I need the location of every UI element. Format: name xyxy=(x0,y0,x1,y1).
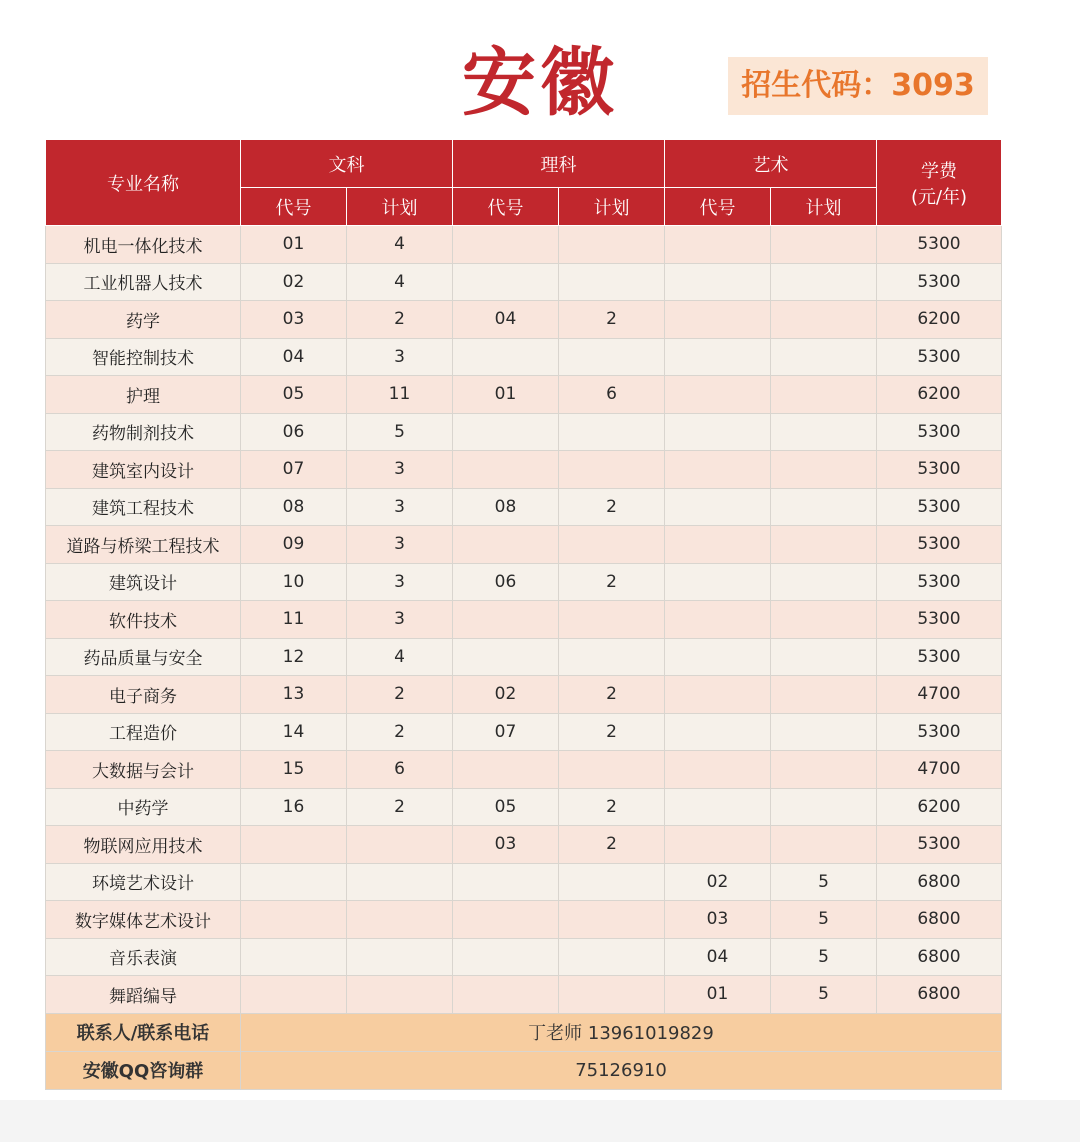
arts-code-cell: 03 xyxy=(241,301,347,339)
science-code-cell: 04 xyxy=(453,301,559,339)
science-plan-cell xyxy=(559,638,665,676)
art-plan-cell xyxy=(771,301,877,339)
art-code-cell xyxy=(665,826,771,864)
fee-cell: 6800 xyxy=(877,976,1002,1014)
major-name-cell: 智能控制技术 xyxy=(46,338,241,376)
art-plan-cell: 5 xyxy=(771,863,877,901)
major-name-cell: 药品质量与安全 xyxy=(46,638,241,676)
header-sub-plan: 计划 xyxy=(559,188,665,226)
art-plan-cell xyxy=(771,713,877,751)
arts-code-cell: 08 xyxy=(241,488,347,526)
science-code-cell xyxy=(453,263,559,301)
header-fee-line2: (元/年) xyxy=(910,186,968,208)
arts-plan-cell: 2 xyxy=(347,713,453,751)
art-code-cell: 01 xyxy=(665,976,771,1014)
science-plan-cell xyxy=(559,863,665,901)
fee-cell: 5300 xyxy=(877,638,1002,676)
science-plan-cell xyxy=(559,526,665,564)
art-plan-cell xyxy=(771,263,877,301)
table-row xyxy=(46,451,1002,489)
table-row xyxy=(46,338,1002,376)
arts-plan-cell: 5 xyxy=(347,413,453,451)
header-group-liberal-arts: 文科 xyxy=(241,140,453,188)
arts-plan-cell: 2 xyxy=(347,301,453,339)
table-row xyxy=(46,976,1002,1014)
arts-code-cell: 01 xyxy=(241,226,347,264)
science-plan-cell xyxy=(559,901,665,939)
science-code-cell: 07 xyxy=(453,713,559,751)
major-name-cell: 环境艺术设计 xyxy=(46,863,241,901)
art-plan-cell xyxy=(771,563,877,601)
science-plan-cell xyxy=(559,751,665,789)
header-sub-plan: 计划 xyxy=(347,188,453,226)
art-code-cell xyxy=(665,338,771,376)
science-plan-cell: 6 xyxy=(559,376,665,414)
fee-cell: 4700 xyxy=(877,751,1002,789)
science-plan-cell: 2 xyxy=(559,713,665,751)
arts-code-cell: 10 xyxy=(241,563,347,601)
science-code-cell xyxy=(453,901,559,939)
major-name-cell: 机电一体化技术 xyxy=(46,226,241,264)
arts-code-cell: 12 xyxy=(241,638,347,676)
art-code-cell xyxy=(665,676,771,714)
art-plan-cell: 5 xyxy=(771,976,877,1014)
art-code-cell xyxy=(665,751,771,789)
major-name-cell: 大数据与会计 xyxy=(46,751,241,789)
science-code-cell xyxy=(453,338,559,376)
art-code-cell xyxy=(665,376,771,414)
art-plan-cell xyxy=(771,338,877,376)
major-name-cell: 道路与桥梁工程技术 xyxy=(46,526,241,564)
art-code-cell xyxy=(665,226,771,264)
science-code-cell xyxy=(453,601,559,639)
major-plan-table xyxy=(45,139,1002,1090)
fee-cell: 5300 xyxy=(877,338,1002,376)
arts-code-cell: 15 xyxy=(241,751,347,789)
fee-cell: 5300 xyxy=(877,451,1002,489)
science-plan-cell xyxy=(559,451,665,489)
fee-cell: 6200 xyxy=(877,376,1002,414)
science-plan-cell xyxy=(559,601,665,639)
arts-plan-cell xyxy=(347,938,453,976)
table-row xyxy=(46,376,1002,414)
fee-cell: 6200 xyxy=(877,301,1002,339)
table-row xyxy=(46,863,1002,901)
arts-plan-cell: 4 xyxy=(347,226,453,264)
footer-label-qq-group: 安徽QQ咨询群 xyxy=(46,1051,241,1089)
table-row xyxy=(46,788,1002,826)
science-code-cell: 06 xyxy=(453,563,559,601)
major-name-cell: 建筑工程技术 xyxy=(46,488,241,526)
fee-cell: 5300 xyxy=(877,601,1002,639)
arts-code-cell: 04 xyxy=(241,338,347,376)
arts-plan-cell: 3 xyxy=(347,526,453,564)
arts-plan-cell: 2 xyxy=(347,788,453,826)
arts-code-cell xyxy=(241,826,347,864)
major-name-cell: 物联网应用技术 xyxy=(46,826,241,864)
major-name-cell: 中药学 xyxy=(46,788,241,826)
science-plan-cell xyxy=(559,976,665,1014)
fee-cell: 6800 xyxy=(877,938,1002,976)
science-code-cell xyxy=(453,938,559,976)
art-plan-cell xyxy=(771,488,877,526)
art-plan-cell xyxy=(771,376,877,414)
table-row xyxy=(46,826,1002,864)
header-group-art: 艺术 xyxy=(665,140,877,188)
arts-code-cell xyxy=(241,938,347,976)
major-name-cell: 工业机器人技术 xyxy=(46,263,241,301)
science-plan-cell xyxy=(559,413,665,451)
arts-plan-cell xyxy=(347,976,453,1014)
arts-code-cell: 16 xyxy=(241,788,347,826)
art-code-cell xyxy=(665,601,771,639)
arts-code-cell: 09 xyxy=(241,526,347,564)
art-plan-cell: 5 xyxy=(771,938,877,976)
footer-value-qq-group: 75126910 xyxy=(241,1051,1002,1089)
fee-cell: 5300 xyxy=(877,413,1002,451)
art-code-cell xyxy=(665,526,771,564)
arts-plan-cell: 3 xyxy=(347,601,453,639)
art-plan-cell xyxy=(771,638,877,676)
page-title: 安徽 xyxy=(462,40,618,126)
science-plan-cell: 2 xyxy=(559,301,665,339)
major-name-cell: 软件技术 xyxy=(46,601,241,639)
header-fee xyxy=(877,140,1002,226)
art-code-cell xyxy=(665,451,771,489)
major-name-cell: 药物制剂技术 xyxy=(46,413,241,451)
science-code-cell: 03 xyxy=(453,826,559,864)
arts-code-cell: 05 xyxy=(241,376,347,414)
art-code-cell xyxy=(665,638,771,676)
arts-plan-cell: 11 xyxy=(347,376,453,414)
header-sub-plan: 计划 xyxy=(771,188,877,226)
arts-plan-cell xyxy=(347,826,453,864)
header-sub-code: 代号 xyxy=(453,188,559,226)
header-major: 专业名称 xyxy=(46,140,241,226)
major-name-cell: 工程造价 xyxy=(46,713,241,751)
fee-cell: 4700 xyxy=(877,676,1002,714)
major-name-cell: 电子商务 xyxy=(46,676,241,714)
art-code-cell xyxy=(665,713,771,751)
header-fee-line1: 学费 xyxy=(921,160,957,182)
science-plan-cell xyxy=(559,938,665,976)
arts-plan-cell: 6 xyxy=(347,751,453,789)
art-plan-cell xyxy=(771,826,877,864)
science-code-cell: 01 xyxy=(453,376,559,414)
major-name-cell: 建筑设计 xyxy=(46,563,241,601)
science-plan-cell: 2 xyxy=(559,488,665,526)
arts-code-cell xyxy=(241,976,347,1014)
table-row xyxy=(46,638,1002,676)
art-plan-cell xyxy=(771,526,877,564)
fee-cell: 5300 xyxy=(877,263,1002,301)
art-code-cell: 02 xyxy=(665,863,771,901)
science-code-cell xyxy=(453,863,559,901)
arts-code-cell: 11 xyxy=(241,601,347,639)
table-row xyxy=(46,563,1002,601)
major-name-cell: 建筑室内设计 xyxy=(46,451,241,489)
arts-plan-cell: 3 xyxy=(347,488,453,526)
table-row xyxy=(46,263,1002,301)
science-code-cell xyxy=(453,638,559,676)
fee-cell: 5300 xyxy=(877,713,1002,751)
enrollment-code-badge: 招生代码：3093 xyxy=(728,57,988,115)
major-name-cell: 护理 xyxy=(46,376,241,414)
fee-cell: 5300 xyxy=(877,226,1002,264)
art-plan-cell xyxy=(771,601,877,639)
art-code-cell xyxy=(665,488,771,526)
science-plan-cell xyxy=(559,338,665,376)
art-plan-cell: 5 xyxy=(771,901,877,939)
table-row xyxy=(46,601,1002,639)
arts-code-cell xyxy=(241,901,347,939)
fee-cell: 6800 xyxy=(877,863,1002,901)
major-name-cell: 舞蹈编导 xyxy=(46,976,241,1014)
arts-plan-cell: 3 xyxy=(347,338,453,376)
science-plan-cell: 2 xyxy=(559,563,665,601)
science-plan-cell: 2 xyxy=(559,826,665,864)
footer-value-contact: 丁老师 13961019829 xyxy=(241,1013,1002,1051)
table-row xyxy=(46,713,1002,751)
arts-plan-cell: 3 xyxy=(347,563,453,601)
art-code-cell xyxy=(665,563,771,601)
art-plan-cell xyxy=(771,226,877,264)
table-row xyxy=(46,751,1002,789)
science-code-cell xyxy=(453,451,559,489)
major-name-cell: 数字媒体艺术设计 xyxy=(46,901,241,939)
arts-plan-cell: 4 xyxy=(347,638,453,676)
science-code-cell xyxy=(453,413,559,451)
table-row xyxy=(46,301,1002,339)
fee-cell: 5300 xyxy=(877,526,1002,564)
art-code-cell: 04 xyxy=(665,938,771,976)
table-row xyxy=(46,676,1002,714)
art-code-cell: 03 xyxy=(665,901,771,939)
arts-code-cell xyxy=(241,863,347,901)
science-code-cell: 05 xyxy=(453,788,559,826)
arts-code-cell: 06 xyxy=(241,413,347,451)
table-row xyxy=(46,938,1002,976)
header-sub-code: 代号 xyxy=(241,188,347,226)
science-code-cell: 08 xyxy=(453,488,559,526)
page-bottom-strip xyxy=(0,1100,1080,1142)
art-code-cell xyxy=(665,413,771,451)
header-group-science: 理科 xyxy=(453,140,665,188)
science-code-cell: 02 xyxy=(453,676,559,714)
fee-cell: 6800 xyxy=(877,901,1002,939)
footer-label-contact: 联系人/联系电话 xyxy=(46,1013,241,1051)
fee-cell: 5300 xyxy=(877,488,1002,526)
science-plan-cell: 2 xyxy=(559,788,665,826)
fee-cell: 5300 xyxy=(877,826,1002,864)
arts-plan-cell: 2 xyxy=(347,676,453,714)
science-code-cell xyxy=(453,226,559,264)
science-plan-cell xyxy=(559,226,665,264)
art-plan-cell xyxy=(771,676,877,714)
arts-plan-cell xyxy=(347,901,453,939)
science-code-cell xyxy=(453,526,559,564)
table-row xyxy=(46,413,1002,451)
arts-code-cell: 02 xyxy=(241,263,347,301)
major-name-cell: 音乐表演 xyxy=(46,938,241,976)
arts-code-cell: 07 xyxy=(241,451,347,489)
art-plan-cell xyxy=(771,751,877,789)
table-row xyxy=(46,901,1002,939)
table-body xyxy=(46,226,1002,1014)
art-plan-cell xyxy=(771,451,877,489)
table-row xyxy=(46,226,1002,264)
fee-cell: 5300 xyxy=(877,563,1002,601)
arts-plan-cell: 3 xyxy=(347,451,453,489)
art-code-cell xyxy=(665,788,771,826)
science-code-cell xyxy=(453,976,559,1014)
science-code-cell xyxy=(453,751,559,789)
art-code-cell xyxy=(665,301,771,339)
header-sub-code: 代号 xyxy=(665,188,771,226)
fee-cell: 6200 xyxy=(877,788,1002,826)
arts-code-cell: 14 xyxy=(241,713,347,751)
art-plan-cell xyxy=(771,413,877,451)
science-plan-cell xyxy=(559,263,665,301)
arts-plan-cell xyxy=(347,863,453,901)
table-row xyxy=(46,488,1002,526)
art-code-cell xyxy=(665,263,771,301)
arts-code-cell: 13 xyxy=(241,676,347,714)
art-plan-cell xyxy=(771,788,877,826)
major-name-cell: 药学 xyxy=(46,301,241,339)
table-row xyxy=(46,526,1002,564)
arts-plan-cell: 4 xyxy=(347,263,453,301)
science-plan-cell: 2 xyxy=(559,676,665,714)
